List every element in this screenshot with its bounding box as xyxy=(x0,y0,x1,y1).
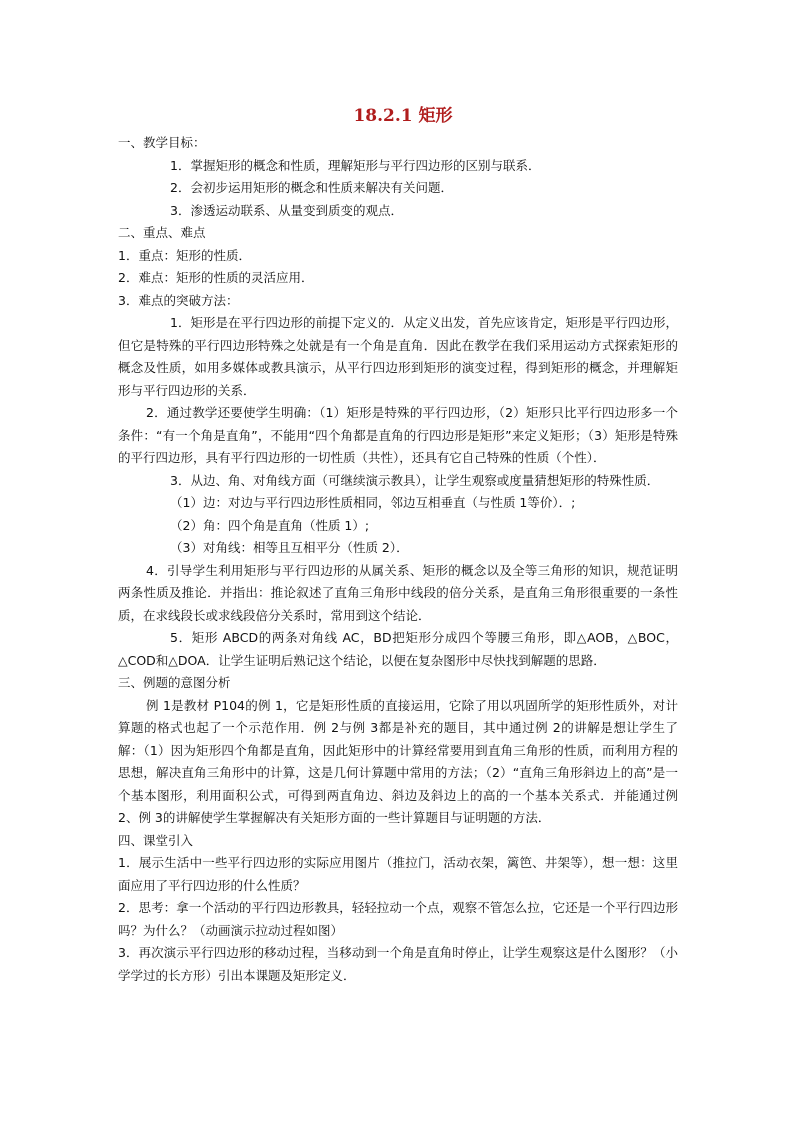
breakthrough-heading: 3．难点的突破方法： xyxy=(118,292,239,308)
key-point: 1．重点：矩形的性质． xyxy=(118,247,251,263)
intro-paragraph-2: 2．思考：拿一个活动的平行四边形教具，轻轻拉动一个点，观察不管怎么拉，它还是一个平行四边形吗？为什么？（动画演示拉动过程如图） xyxy=(118,900,678,938)
document-title: 18.2.1 矩形 xyxy=(353,106,453,126)
method-paragraph-4: 4．引导学生利用矩形与平行四边形的从属关系、矩形的概念以及全等三角形的知识，规范证明两条性质及推论．并指出：推论叙述了直角三角形中线段的倍分关系，是直角三角形很重要的一条性质，在求线段长或求线段倍分关系时，常用到这个结论． xyxy=(118,562,678,623)
difficulty-point: 2．难点：矩形的性质的灵活应用． xyxy=(118,270,314,285)
property-side: （1）边：对边与平行四边形性质相同，邻边互相垂直（与性质 1等价）．; xyxy=(170,495,576,510)
property-diagonal: （3）对角线：相等且互相平分（性质 2）． xyxy=(170,540,409,555)
method-paragraph-1: 1．矩形是在平行四边形的前提下定义的．从定义出发，首先应该肯定，矩形是平行四边形，但它是特殊的平行四边形特殊之处就是有一个角是直角．因此在教学在我们采用运动方式探索矩形的概念及性质，如用多媒体或教具演示，从平行四边形到矩形的演变过程，得到矩形的概念，并理解矩形与平行四边形的关系． xyxy=(118,315,678,398)
section-heading-teaching-goals: 一、教学目标： xyxy=(118,135,206,150)
goal-item-1: 1．掌握矩形的概念和性质，理解矩形与平行四边形的区别与联系． xyxy=(170,157,541,173)
intro-paragraph-1: 1．展示生活中一些平行四边形的实际应用图片（推拉门，活动衣架，篱笆、井架等），想一想：这里面应用了平行四边形的什么性质？ xyxy=(118,855,678,893)
method-paragraph-3: 3．从边、角、对角线方面（可继续演示教具），让学生观察或度量猜想矩形的特殊性质． xyxy=(170,472,660,488)
section-heading-examples: 三、例题的意图分析 xyxy=(118,675,231,690)
goal-item-3: 3．渗透运动联系、从量变到质变的观点． xyxy=(170,202,403,218)
property-angle: （2）角：四个角是直角（性质 1）; xyxy=(170,517,370,533)
examples-paragraph: 例 1是教材 P104的例 1，它是矩形性质的直接运用，它除了用以巩固所学的矩形性质外，对计算题的格式也起了一个示范作用．例 2与例 3都是补充的题目，其中通过例 2的讲解是想让学生了解：（1）因为矩形四个角都是直角，因此矩形中的计算经常要用到直角三角形的性质，而利用方程的思想，解决直角三角形中的计算，这是几何计算题中常用的方法；（2）“直角三角形斜边上的高”是一个基本图形，利用面积公式，可得到两直角边、斜边及斜边上的高的一个基本关系式．并能通过例 2、例 3的讲解使学生掌握解决有关矩形方面的一些计算题目与证明题的方法． xyxy=(118,697,682,825)
goal-item-2: 2．会初步运用矩形的概念和性质来解决有关问题． xyxy=(170,180,453,195)
section-heading-introduction: 四、课堂引入 xyxy=(118,832,194,848)
method-paragraph-5: 5．矩形 ABCD的两条对角线 AC，BD把矩形分成四个等腰三角形，即△AOB，△BOC，△COD和△DOA．让学生证明后熟记这个结论，以便在复杂图形中尽快找到解题的思路． xyxy=(118,630,678,668)
document-page xyxy=(118,104,682,987)
intro-paragraph-3: 3．再次演示平行四边形的移动过程，当移动到一个角是直角时停止，让学生观察这是什么图形？（小学学过的长方形）引出本课题及矩形定义． xyxy=(118,945,678,983)
section-heading-key-points: 二、重点、难点 xyxy=(118,225,206,240)
method-paragraph-2: 2．通过教学还要使学生明确：（1）矩形是特殊的平行四边形，（2）矩形只比平行四边形多一个条件：“有一个角是直角”，不能用“四个角都是直角的行四边形是矩形”来定义矩形；（3）矩形是特殊的平行四边形，具有平行四边形的一切性质（共性），还具有它自己特殊的性质（个性）． xyxy=(118,405,678,465)
